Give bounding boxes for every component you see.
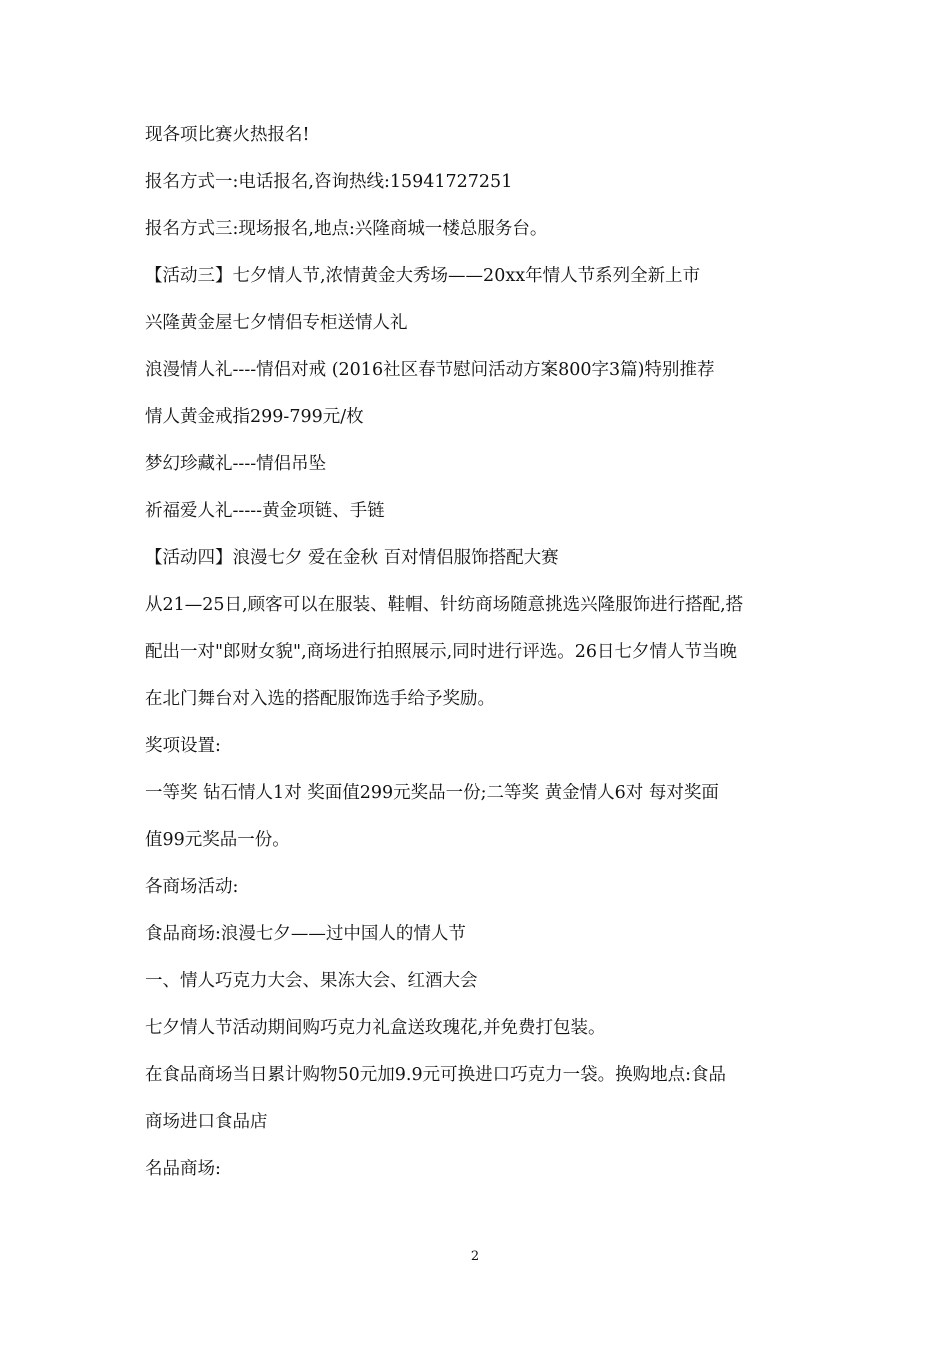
paragraph-chocolate-exchange-line-2: 商场进口食品店 <box>145 1112 268 1132</box>
paragraph-food-mall-title: 食品商场:浪漫七夕——过中国人的情人节 <box>145 924 466 944</box>
paragraph-brand-mall: 名品商场: <box>145 1159 221 1179</box>
page-number: 2 <box>470 1249 480 1264</box>
paragraph-matching-contest-line-2: 配出一对"郎财女貌",商场进行拍照展示,同时进行评选。26日七夕情人节当晚 <box>145 642 737 662</box>
document-body <box>145 112 810 1193</box>
paragraph-couple-rings: 浪漫情人礼----情侣对戒 (2016社区春节慰问活动方案800字3篇)特别推荐 <box>145 360 715 380</box>
paragraph-matching-contest-line-3: 在北门舞台对入选的搭配服饰选手给予奖励。 <box>145 689 495 709</box>
paragraph-food-fairs: 一、情人巧克力大会、果冻大会、红酒大会 <box>145 971 478 991</box>
paragraph-activity-four-title: 【活动四】浪漫七夕 爱在金秋 百对情侣服饰搭配大赛 <box>145 548 559 568</box>
paragraph-gold-ring-price: 情人黄金戒指299-799元/枚 <box>145 407 364 427</box>
paragraph-chocolate-roses: 七夕情人节活动期间购巧克力礼盒送玫瑰花,并免费打包装。 <box>145 1018 606 1038</box>
paragraph-gold-house-gift: 兴隆黄金屋七夕情侣专柜送情人礼 <box>145 313 408 333</box>
paragraph-registration-onsite: 报名方式三:现场报名,地点:兴隆商城一楼总服务台。 <box>145 219 548 239</box>
paragraph-award-settings: 奖项设置: <box>145 736 221 756</box>
paragraph-matching-contest-line-1: 从21—25日,顾客可以在服装、鞋帽、针纺商场随意挑选兴隆服饰进行搭配,搭 <box>145 595 744 615</box>
paragraph-awards-line-1: 一等奖 钻石情人1对 奖面值299元奖品一份;二等奖 黄金情人6对 每对奖面 <box>145 783 719 803</box>
paragraph-registration-phone: 报名方式一:电话报名,咨询热线:15941727251 <box>145 172 513 192</box>
paragraph-mall-activities: 各商场活动: <box>145 877 239 897</box>
paragraph-necklace-bracelet: 祈福爱人礼-----黄金项链、手链 <box>145 501 385 521</box>
paragraph-awards-line-2: 值99元奖品一份。 <box>145 830 290 850</box>
paragraph-chocolate-exchange-line-1: 在食品商场当日累计购物50元加9.9元可换进口巧克力一袋。换购地点:食品 <box>145 1065 726 1085</box>
paragraph-activity-three-title: 【活动三】七夕情人节,浓情黄金大秀场——20xx年情人节系列全新上市 <box>145 266 701 286</box>
paragraph-couple-pendant: 梦幻珍藏礼----情侣吊坠 <box>145 454 327 474</box>
paragraph-registration-open: 现各项比赛火热报名! <box>145 125 310 145</box>
